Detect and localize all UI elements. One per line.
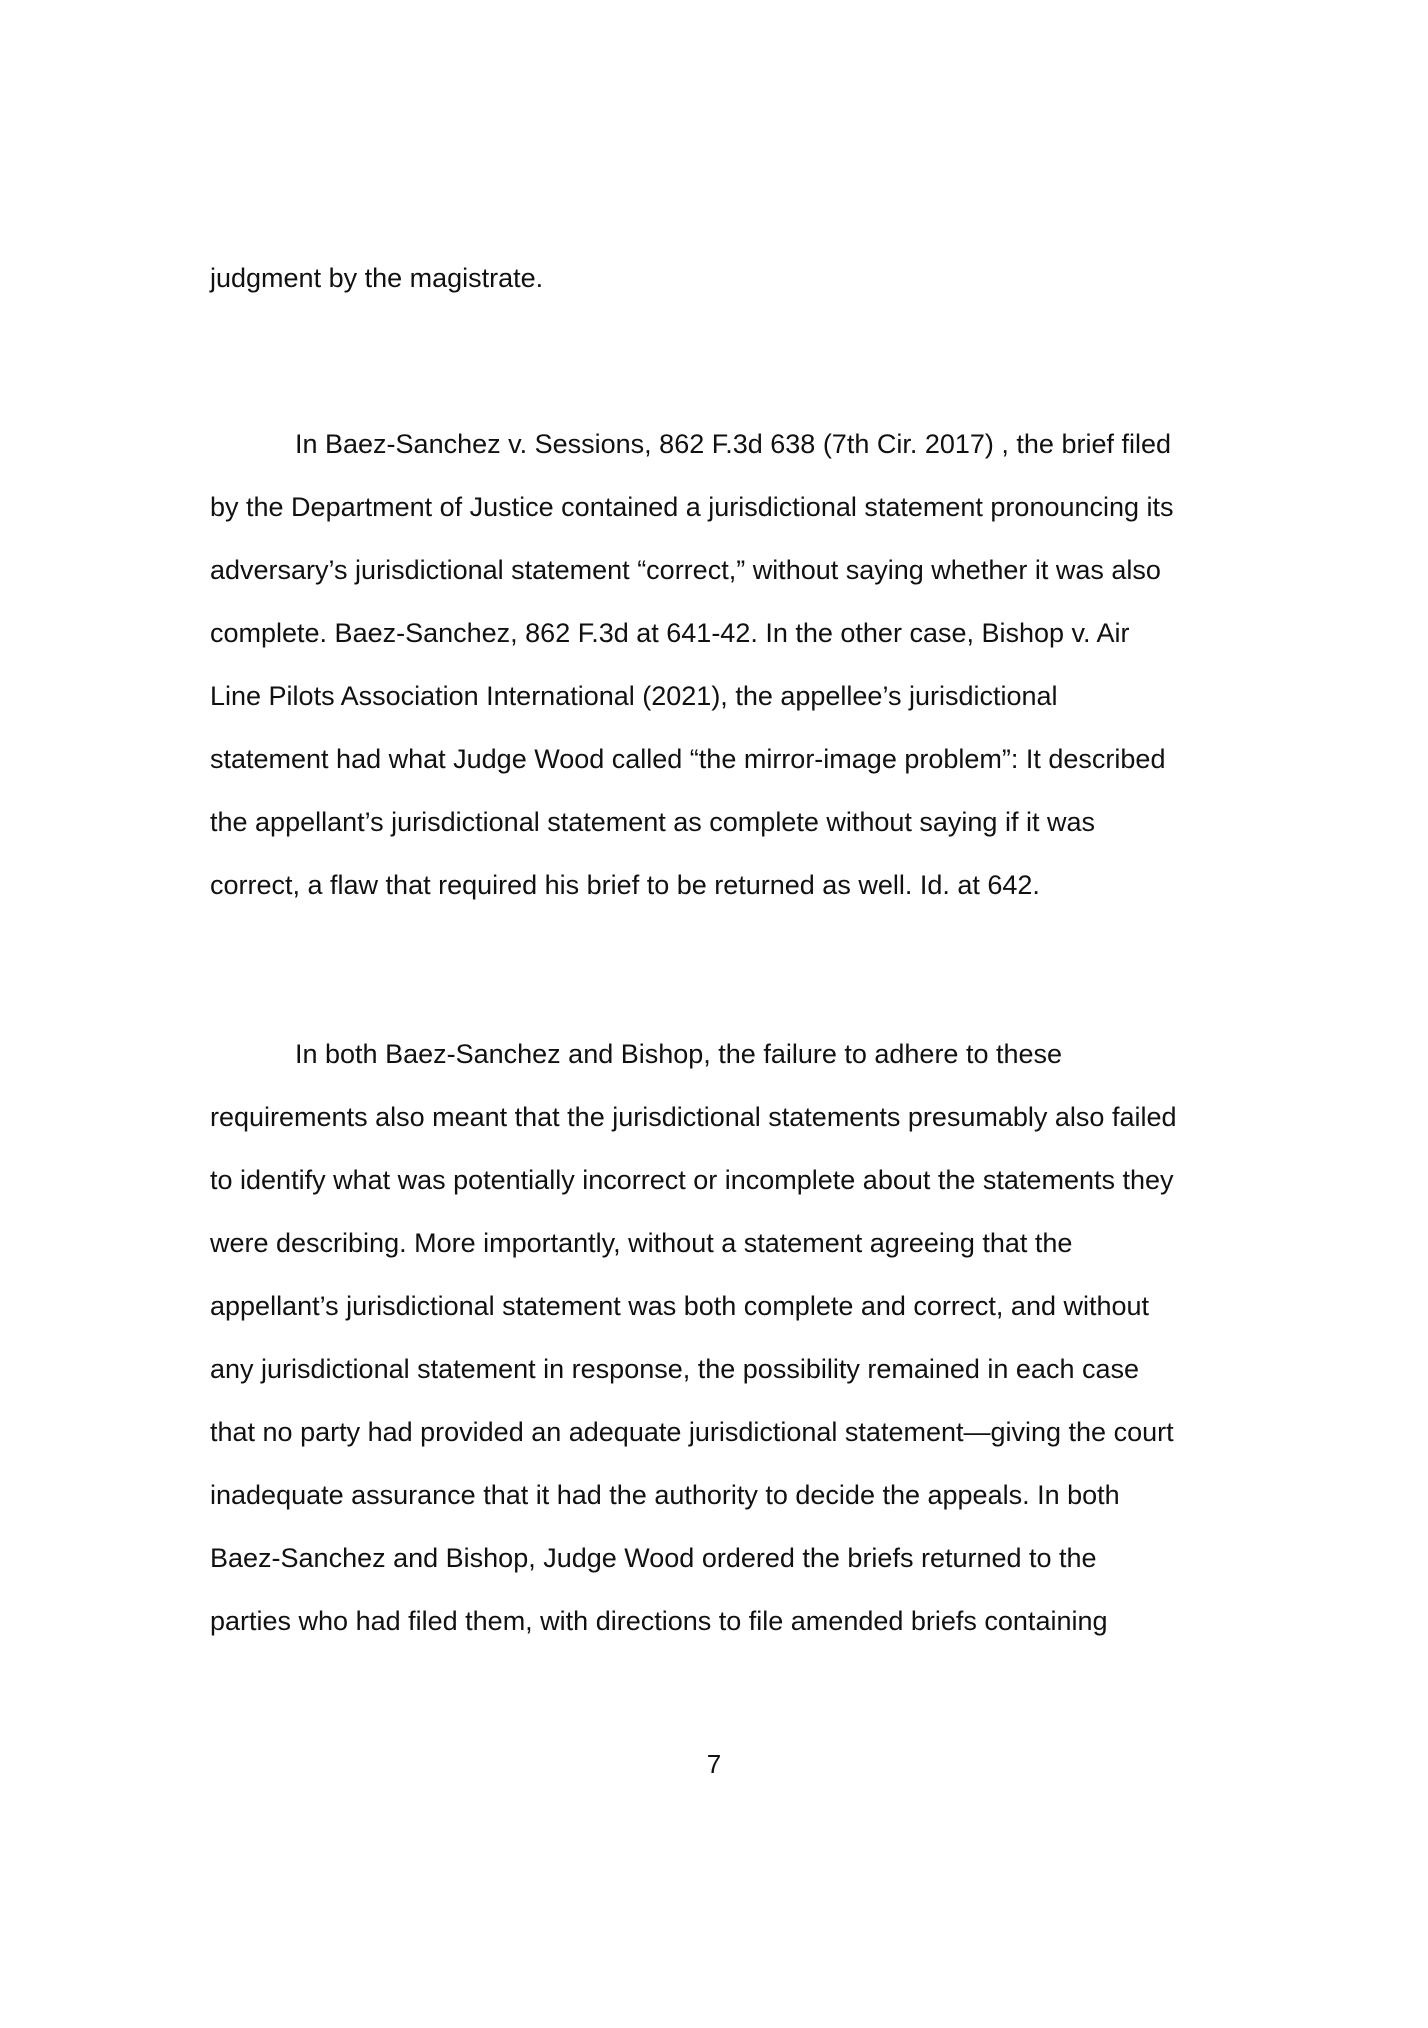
text-line: Baez-Sanchez and Bishop, Judge Wood ordered the briefs returned to the xyxy=(210,1543,1097,1573)
text-line: were describing. More importantly, without a statement agreeing that the xyxy=(210,1228,1073,1258)
text-line: to identify what was potentially incorrect or incomplete about the statements they xyxy=(210,1165,1174,1195)
text-line: any jurisdictional statement in response, the possibility remained in each case xyxy=(210,1354,1139,1384)
text-line: that no party had provided an adequate jurisdictional statement—giving the court xyxy=(210,1417,1174,1447)
page-number: 7 xyxy=(706,1749,722,1779)
text-line: by the Department of Justice contained a jurisdictional statement pronouncing its xyxy=(210,492,1174,522)
text-line: adversary’s jurisdictional statement “correct,” without saying whether it was also xyxy=(210,555,1161,585)
text-line: Line Pilots Association International (2021), the appellee’s jurisdictional xyxy=(210,681,1058,711)
text-line: judgment by the magistrate. xyxy=(210,263,544,293)
text-line: complete. Baez-Sanchez, 862 F.3d at 641-42. In the other case, Bishop v. Air xyxy=(210,618,1130,648)
paragraph-first-line: In Baez-Sanchez v. Sessions, 862 F.3d 638 (7th Cir. 2017) , the brief filed xyxy=(295,429,1171,459)
text-line: statement had what Judge Wood called “the mirror-image problem”: It described xyxy=(210,744,1166,774)
text-line: requirements also meant that the jurisdictional statements presumably also failed xyxy=(210,1102,1177,1132)
text-line: the appellant’s jurisdictional statement as complete without saying if it was xyxy=(210,807,1095,837)
text-line: appellant’s jurisdictional statement was both complete and correct, and without xyxy=(210,1291,1150,1321)
text-line: correct, a flaw that required his brief to be returned as well. Id. at 642. xyxy=(210,870,1040,900)
paragraph-first-line: In both Baez-Sanchez and Bishop, the failure to adhere to these xyxy=(295,1039,1063,1069)
text-line: inadequate assurance that it had the authority to decide the appeals. In both xyxy=(210,1480,1120,1510)
text-line: parties who had filed them, with directions to file amended briefs containing xyxy=(210,1606,1108,1636)
